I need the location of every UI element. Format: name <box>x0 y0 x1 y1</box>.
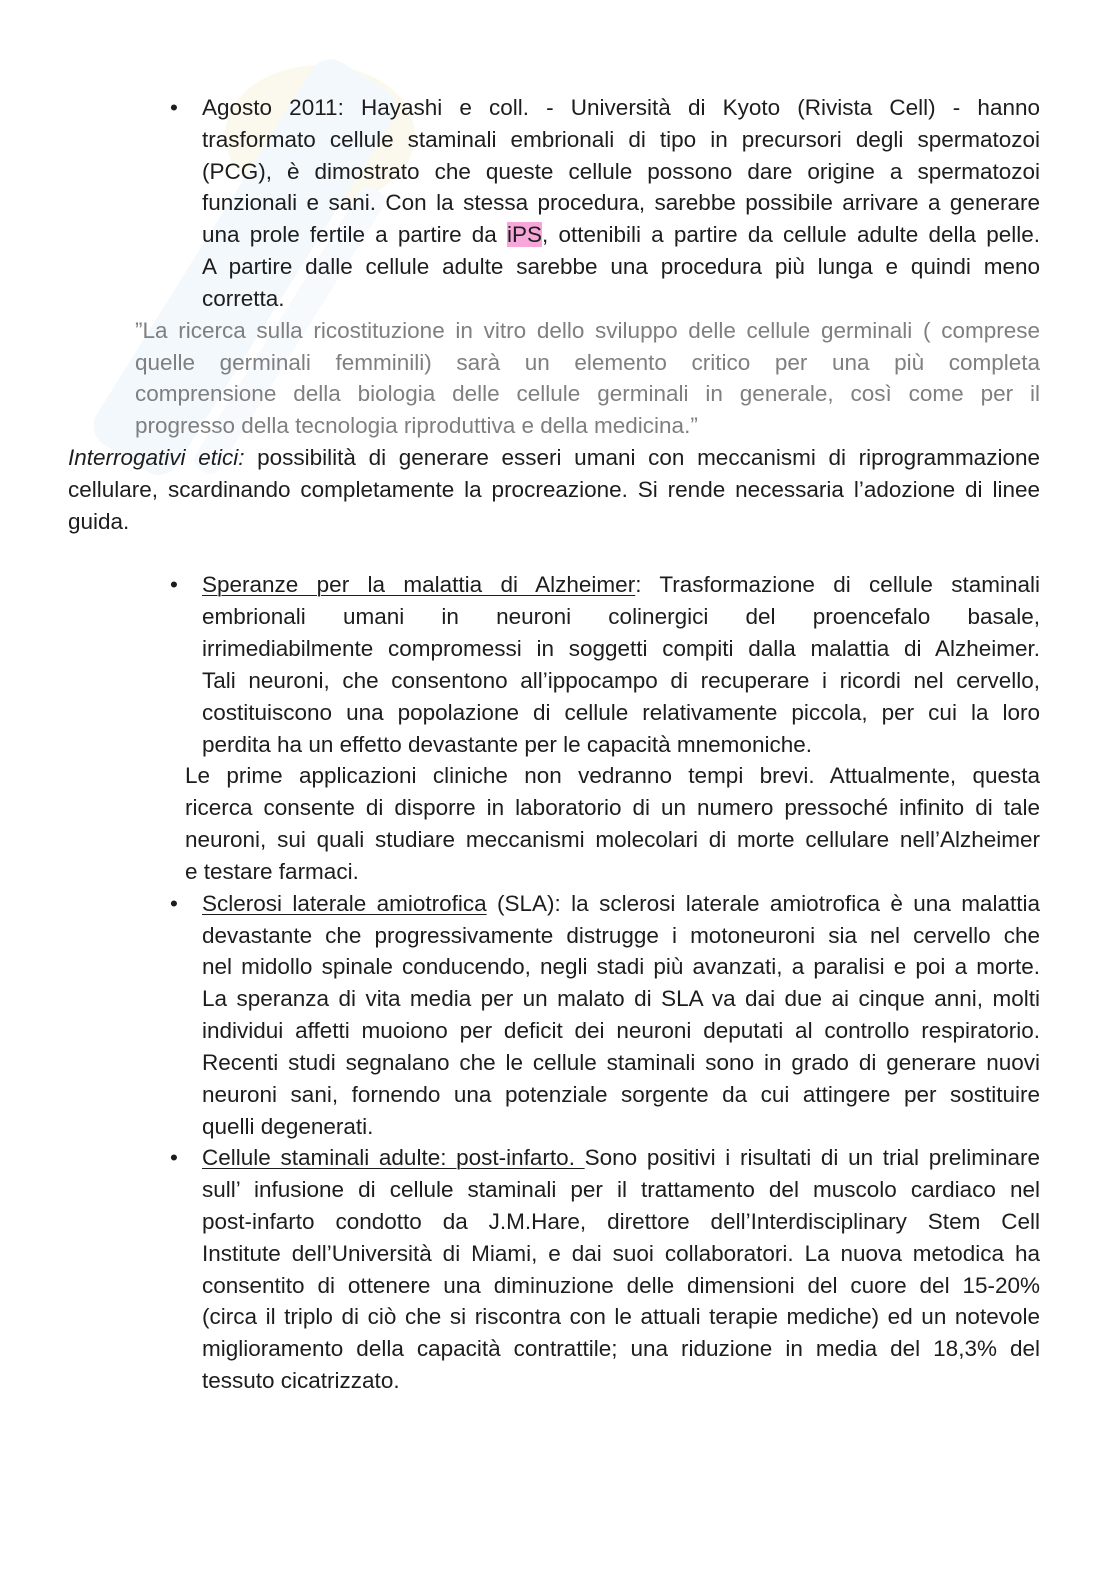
text-line: e testare farmaci. <box>185 858 359 884</box>
text-line: embrionali umani in neuroni colinergici del proencefalo basale, <box>202 604 1040 630</box>
text-line: Tali neuroni, che consentono all’ippocampo di recuperare i ricordi nel cervello, <box>202 667 1040 693</box>
text-line: (circa il triplo di ciò che si riscontra con le attuali terapie mediche) ed un notevole <box>202 1304 1040 1330</box>
text-line <box>170 888 1040 920</box>
text-line: cellulare, scardinando completamente la procreazione. Si rende necessaria l’adozione di linee <box>68 476 1040 502</box>
text-line: costituiscono una popolazione di cellule relativamente piccola, per cui la loro <box>202 699 1040 725</box>
text-line <box>170 569 1040 601</box>
text-segment: una prole fertile a partire da <box>202 222 507 248</box>
text-line: consentito di ottenere una diminuzione delle dimensioni del cuore del 15-20% <box>202 1272 1040 1298</box>
text-line: neuroni, sui quali studiare meccanismi molecolari di morte cellulare nell’Alzheimer <box>185 827 1040 853</box>
text-line: (PCG), è dimostrato che queste cellule possono dare origine a spermatozoi <box>202 158 1040 184</box>
text-line: post-infarto condotto da J.M.Hare, direttore dell’Interdisciplinary Stem Cell <box>202 1208 1040 1234</box>
text-line: quelli degenerati. <box>202 1113 374 1139</box>
text-line: corretta. <box>202 285 285 311</box>
text-segment: (SLA): la sclerosi laterale amiotrofica è una malattia <box>486 890 1040 916</box>
ethics-paragraph <box>0 442 1116 537</box>
underlined-heading: Cellule staminali adulte: post-infarto. <box>202 1145 585 1171</box>
text-line: Recenti studi segnalano che le cellule staminali sono in grado di generare nuovi <box>202 1049 1040 1075</box>
text-segment: , ottenibili a partire da cellule adulte della pelle. <box>542 222 1040 248</box>
bullet-marker: • <box>170 890 178 916</box>
text-line <box>68 442 1040 474</box>
text-line: guida. <box>68 508 130 534</box>
text-line: comprensione della biologia delle cellule germinali in generale, così come per il <box>135 381 1040 407</box>
text-line: nel midollo spinale conducendo, negli stadi più avanzati, a paralisi e poi a morte. <box>202 954 1040 980</box>
text-line: irrimediabilmente compromessi in soggetti compiti dalla malattia di Alzheimer. <box>202 636 1040 662</box>
text-line <box>170 92 1040 124</box>
underlined-heading: Speranze per la malattia di Alzheimer <box>202 572 636 598</box>
text-segment: Sono positivi i risultati di un trial preliminare <box>584 1145 1041 1171</box>
document-body <box>0 92 1116 1397</box>
underlined-heading: Sclerosi laterale amiotrofica <box>202 890 487 916</box>
text-line: perdita ha un effetto devastante per le capacità mnemoniche. <box>202 731 812 757</box>
bullet-marker: • <box>170 572 178 598</box>
text-line: Le prime applicazioni cliniche non vedranno tempi brevi. Attualmente, questa <box>185 763 1040 789</box>
text-line: ”La ricerca sulla ricostituzione in vitro dello sviluppo delle cellule germinali ( comprese <box>135 317 1040 343</box>
bullet-sla <box>0 888 1116 1143</box>
text-line: tessuto cicatrizzato. <box>202 1368 400 1394</box>
text-line: trasformato cellule staminali embrionali di tipo in precursori degli spermatozoi <box>202 126 1040 152</box>
text-line: miglioramento della capacità contrattile; una riduzione in media del 18,3% del <box>202 1336 1040 1362</box>
text-line: ricerca consente di disporre in laboratorio di un numero pressoché infinito di tale <box>185 795 1040 821</box>
quote-germ-cells <box>0 315 1116 442</box>
paragraph-clinical-applications <box>0 760 1116 887</box>
bullet-post-infarction <box>0 1142 1116 1397</box>
italic-label: Interrogativi etici: <box>68 445 245 471</box>
text-line: La speranza di vita media per un malato di SLA va dai due ai cinque anni, molti <box>202 986 1040 1012</box>
text-line: neuroni sani, fornendo una potenziale sorgente da cui attingere per sostituire <box>202 1081 1040 1107</box>
highlight-ips: iPS <box>507 222 543 248</box>
text-line <box>170 1142 1041 1174</box>
text-line <box>202 219 1040 251</box>
bullet-hayashi-2011 <box>0 92 1116 315</box>
text-line: sull’ infusione di cellule staminali per il trattamento del muscolo cardiaco nel <box>202 1177 1040 1203</box>
text-line: quelle germinali femminili) sarà un elemento critico per una più completa <box>135 349 1040 375</box>
text-segment: : Trasformazione di cellule staminali <box>635 572 1040 598</box>
text-line: devastante che progressivamente distrugge i motoneuroni sia nel cervello che <box>202 922 1040 948</box>
text-line: Institute dell’Università di Miami, e dai suoi collaboratori. La nuova metodica ha <box>202 1240 1040 1266</box>
text-line: progresso della tecnologia riproduttiva e della medicina.” <box>135 413 698 439</box>
text-line-content: Agosto 2011: Hayashi e coll. - Università di Kyoto (Rivista Cell) - hanno <box>202 95 1040 120</box>
bullet-marker: • <box>170 1145 178 1171</box>
text-line: A partire dalle cellule adulte sarebbe una procedura più lunga e quindi meno <box>202 254 1040 280</box>
text-line: individui affetti muoiono per deficit dei neuroni deputati al controllo respiratorio. <box>202 1018 1040 1044</box>
text-segment: possibilità di generare esseri umani con meccanismi di riprogrammazione <box>244 445 1040 471</box>
blank-line <box>0 538 1116 570</box>
text-line: funzionali e sani. Con la stessa procedura, sarebbe possibile arrivare a generare <box>202 190 1040 216</box>
bullet-marker: • <box>170 95 178 120</box>
bullet-alzheimer <box>0 569 1116 760</box>
